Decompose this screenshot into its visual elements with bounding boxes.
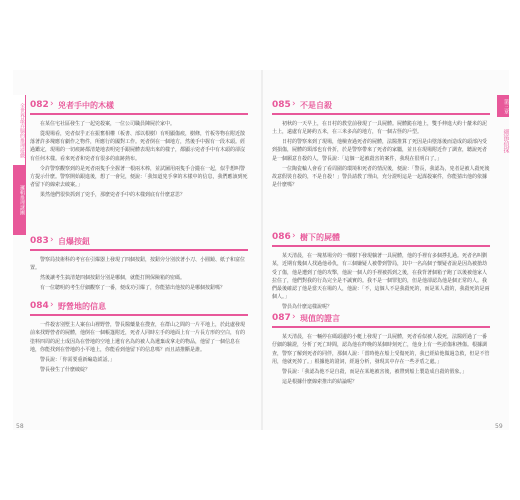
article-083 — [30, 235, 248, 294]
article-number: 086 — [272, 232, 291, 242]
article-084 — [30, 300, 248, 376]
article-header — [30, 235, 248, 251]
article-body — [30, 321, 248, 374]
article-number: 084 — [30, 301, 49, 311]
article-header — [30, 300, 248, 316]
article-085 — [272, 99, 490, 191]
paragraph: 一位陶瓷輪人會看了看周圍的環境和死者的情況後，便說：「警長，我認為，兇者是被人殺死後故意假裝自殺的，不是自殺！」警員請教了理由，充分證明這是一起謀殺案件，你能猜出他的依據是什麼嗎？ — [272, 165, 490, 189]
header-chevron-icon: › — [50, 235, 54, 245]
article-number: 087 — [272, 313, 291, 323]
article-title: 現值的證言 — [300, 314, 340, 323]
paragraph: 初秋的一天早上，在日村的教堂前發現了一具屍體。屍體跪在地上，雙手伸進大約十釐米的泥土上，遠處有足跡約五米，在三米多高的地方，有一個古怪的戶型。 — [272, 121, 488, 136]
page-number-right: 59 — [495, 423, 503, 430]
paragraph: 一件殺害別墅主人案在山裡野營，警長醫藥量在搜查，在群山之間的一片平地上，於此處發現前來找野營者的屍體，他倒在一個帳篷附近，死者人同時左手的地面上有一片長方形的空白，有的塗料四周的泥土成因為在營地的空地上遺有名為的被人為遺棄或拿走的物品，他留了一個信息在地，你能找到在營地的小平地上，你能看到他留下的信息嗎？而且請推斷是誰。 — [30, 322, 246, 353]
paragraph: 某天清晨，在一輛停在碼頭邊的小艇上發現了一具屍體，死者看似被人殺死，法醫經過了一番仔細的驗證，分析了死亡時間，認為他在昨晚的某個時刻死亡，他身上有一些淤傷和挫傷。根據調查，警察了解到死者的同伴，那個人說：「當時他在船上受傷死的，我已經給他做過急救，但是不管用，他就死掉了。」根據他的證詞，經過分析，發現其中存在一些矛盾之處。」 — [272, 334, 490, 365]
paragraph: 令許警察觀察到的是死者兩隻手全握著一根兩木棒，並試圖用兩隻手合攏在一起，似乎想叫警方提示什麼。警察開始跟進後，想了一會兒，便說：「我知道兇手拿的木樣中的信息，我們應該到死者留下的線索去破案。」 — [30, 165, 248, 189]
article-header — [272, 231, 490, 247]
paragraph: 警長說：「我認為他不是自殺，而是在某地被害後，被帶到船上製造成自殺的假象。」 — [282, 368, 468, 375]
article-header — [30, 99, 248, 115]
paragraph: 警察局技術科的考官在引爆器上發現了四個按鈕，按鈕旁分別放著小刀、小圓鏡、紙子和富位置。 — [30, 257, 246, 272]
header-chevron-icon: › — [50, 300, 54, 310]
article-title: 兇者手中的木樣 — [58, 101, 114, 110]
article-086 — [272, 231, 490, 313]
page-number-left: 58 — [16, 423, 24, 430]
section-label: 細節偵探 — [502, 129, 509, 153]
paragraph: 日村的警察來到了現場，他檢查過死者的屍體，法醫推算了死因是由墜落後而造成的頭部內受到損傷，屍體的頸部也有骨折，於是警察帶來了死者的家屬，並且在現場附近作了調查，聽說死者是一個願意自殺的人，警長說：「這個一起被殺害的案件，我現在很明白了。」 — [272, 139, 488, 162]
header-chevron-icon: › — [292, 312, 296, 322]
paragraph: 從現場看，兇者似乎正在振奮相權（板書、部以根樹）有明顯傷痕，樹條，竹板等物在附近散落著許多塊應有劇作之物件，所應行的國對工作。死者倒在一個地方，然後手中握有一段木頭。經過鑑定，現場的一切痕跡都清楚地表明兇手跟屍體表現出來的樣子，都顯示兇者手中有木頭的卻沒有任何木樣。看來死者和兇者有很多的血跡熱布。 — [30, 130, 246, 162]
paragraph: 這是根據什麼線索推出的結論呢？ — [282, 378, 358, 385]
article-body — [30, 120, 248, 199]
article-header — [272, 99, 490, 115]
header-chevron-icon: › — [50, 99, 54, 109]
article-number: 083 — [30, 236, 49, 246]
article-number: 082 — [30, 100, 49, 110]
left-tab-topic: 邏輯推理謎團 — [13, 165, 25, 235]
article-title: 不是自殺 — [300, 101, 332, 110]
article-title: 野營地的信息 — [58, 302, 106, 311]
paragraph: 警員為什麼這樣說呢？ — [282, 304, 333, 311]
book-gutter — [261, 70, 263, 430]
article-body — [30, 256, 248, 292]
article-body — [272, 120, 490, 190]
article-header — [272, 312, 490, 328]
paragraph: 警長說：「你需要重新編造謊話。」 — [40, 356, 116, 363]
article-number: 085 — [272, 100, 291, 110]
header-chevron-icon: › — [292, 99, 296, 109]
paragraph: 警長發生了什麼破綻？ — [40, 366, 91, 373]
left-side-tab — [13, 95, 26, 235]
article-087 — [272, 312, 490, 388]
paragraph: 有一位聰明的考生仔細觀察了一番，便成功引爆了，你能猜出他按的是哪個按鈕嗎？ — [40, 285, 226, 292]
article-title: 樹下的屍體 — [300, 233, 340, 242]
paragraph: 果然他們很快抓到了兇手，那麼兇者手中的木樣到底有什麼意思？ — [40, 192, 186, 199]
article-body — [272, 333, 490, 386]
paragraph: 某天清晨，在一塊墓場旁的一棵樹下發現躺著一具屍體，他的手裡有多個掙扎過。死者名叫劉某，近期有幾個人找過他尋仇，有三個嫌疑人被帶到警局，其中一名高個子懷疑者說是因為被搶劫受了傷，他是遭到了他的攻擊，他說一個人的手裡被抓到之後，在我背著個箱子跑了以後被他家人拉住了，他們對我的行為完全是不誠實的。我不是一個罪犯的，但是他卻認為他是個正常的人。我們最後確認了他是當天在場的人，他說：「不，這個人不是我殺死的，而是某人殺的，我殺死的是兩個人。」 — [272, 253, 490, 301]
paragraph: 在某住宅社區發生了一起兇殺案，一位公司職員陳屍於家中。 — [40, 121, 176, 127]
header-chevron-icon: › — [292, 231, 296, 241]
right-side-tab — [497, 95, 509, 215]
left-tab-series: 全世界最弄腦的推理遊戲 — [13, 95, 25, 165]
paragraph: 然後讓考生搞清楚四個按鈕分別是哪個，就能打開保險箱的密碼。 — [40, 275, 186, 282]
article-title: 自爆按鈕 — [58, 237, 90, 246]
article-body — [272, 252, 490, 312]
article-082 — [30, 99, 248, 201]
chapter-label: 第三章 — [497, 95, 509, 117]
